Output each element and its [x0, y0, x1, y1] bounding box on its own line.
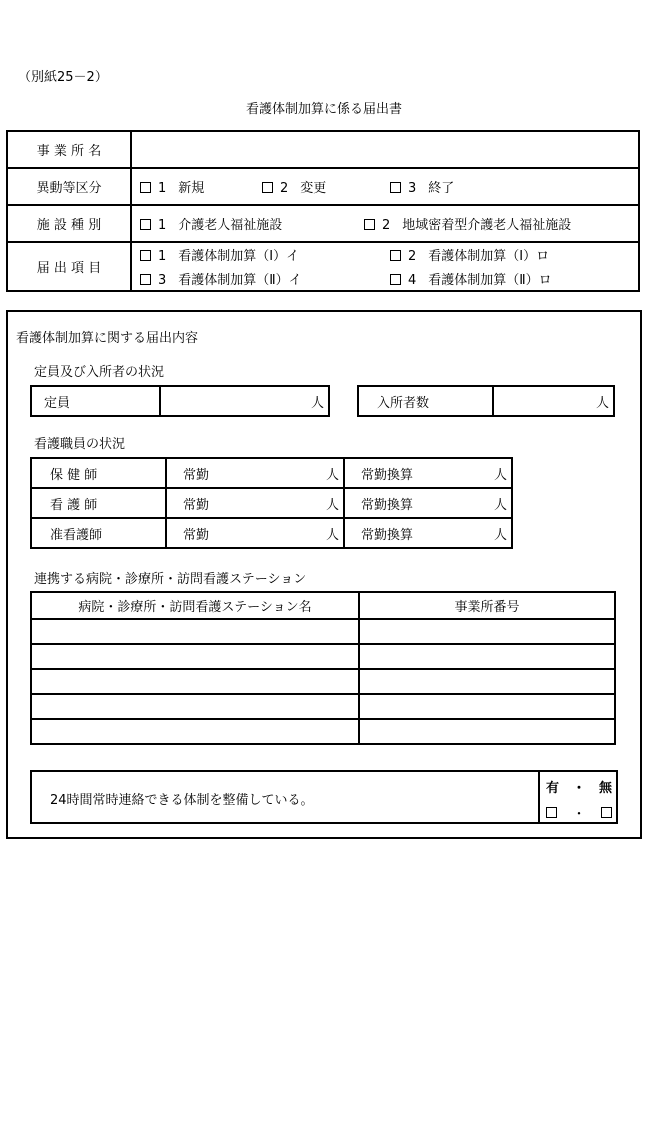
office-number-cell[interactable] — [359, 619, 615, 644]
nurses-heading: 看護職員の状況 — [34, 437, 126, 452]
capacity-label: 定員 — [31, 386, 160, 416]
checkbox-icon[interactable] — [262, 182, 273, 193]
separator-dot: ・ — [572, 781, 586, 796]
institution-name-header: 病院・診療所・訪問看護ステーション名 — [31, 592, 359, 619]
fulltime-input[interactable]: 常勤 人 — [166, 488, 344, 518]
office-label: 事 業 所 名 — [7, 131, 131, 168]
nurse-type-label: 保 健 師 — [31, 458, 166, 488]
option-new[interactable]: 1 新規 — [140, 177, 262, 196]
facility-type-label: 施 設 種 別 — [7, 205, 131, 242]
checkbox-icon[interactable] — [140, 250, 151, 261]
office-number-cell[interactable] — [359, 694, 615, 719]
table-row — [31, 644, 615, 669]
institution-name-cell[interactable] — [31, 619, 359, 644]
table-row — [31, 694, 615, 719]
table-row — [31, 669, 615, 694]
residents-input[interactable] — [493, 386, 614, 416]
contact-system-row — [30, 770, 618, 824]
institution-name-cell[interactable] — [31, 644, 359, 669]
notification-content-section — [6, 310, 642, 839]
table-row — [31, 619, 615, 644]
option-item-1[interactable]: 1 看護体制加算（Ⅰ）イ — [140, 245, 390, 264]
checkbox-icon[interactable] — [390, 250, 401, 261]
capacity-table — [30, 385, 330, 417]
office-number-cell[interactable] — [359, 644, 615, 669]
capacity-heading: 定員及び入所者の状況 — [34, 365, 165, 380]
institution-name-cell[interactable] — [31, 719, 359, 744]
converted-input[interactable]: 常勤換算 人 — [344, 518, 512, 548]
option-item-3[interactable]: 3 看護体制加算（Ⅱ）イ — [140, 269, 390, 288]
section-heading: 看護体制加算に関する届出内容 — [16, 331, 199, 346]
checkbox-icon[interactable] — [390, 274, 401, 285]
contact-system-text: 24時間常時連絡できる体制を整備している。 — [50, 793, 314, 808]
option-welfare-facility[interactable]: 1 介護老人福祉施設 — [140, 214, 364, 233]
office-number-cell[interactable] — [359, 719, 615, 744]
fulltime-input[interactable]: 常勤 人 — [166, 458, 344, 488]
header-table — [6, 130, 640, 292]
form-reference: （別紙25－2） — [18, 70, 108, 85]
change-type-options — [131, 168, 639, 205]
no-label: 無 — [598, 781, 612, 796]
option-item-4[interactable]: 4 看護体制加算（Ⅱ）ロ — [390, 269, 640, 288]
capacity-input[interactable] — [160, 386, 329, 416]
nurse-type-label: 准看護師 — [31, 518, 166, 548]
option-item-2[interactable]: 2 看護体制加算（Ⅰ）ロ — [390, 245, 640, 264]
unit-label: 人 — [310, 395, 324, 411]
checkbox-icon[interactable] — [140, 182, 151, 193]
change-type-label: 異動等区分 — [7, 168, 131, 205]
institution-name-cell[interactable] — [31, 669, 359, 694]
fulltime-input[interactable]: 常勤 人 — [166, 518, 344, 548]
no-checkbox-icon[interactable] — [601, 807, 612, 818]
office-number-cell[interactable] — [359, 669, 615, 694]
office-number-header: 事業所番号 — [359, 592, 615, 619]
nurse-type-label: 看 護 師 — [31, 488, 166, 518]
yes-label: 有 — [546, 781, 560, 796]
option-end[interactable]: 3 終了 — [390, 177, 454, 196]
converted-input[interactable]: 常勤換算 人 — [344, 458, 512, 488]
yes-checkbox-icon[interactable] — [546, 807, 557, 818]
links-table — [30, 591, 616, 745]
checkbox-icon[interactable] — [140, 274, 151, 285]
facility-type-options — [131, 205, 639, 242]
page-title: 看護体制加算に係る届出書 — [245, 102, 402, 117]
option-community-facility[interactable]: 2 地域密着型介護老人福祉施設 — [364, 214, 571, 233]
checkbox-icon[interactable] — [390, 182, 401, 193]
nurses-table — [30, 457, 513, 549]
table-row — [31, 458, 512, 488]
table-row — [31, 719, 615, 744]
table-row — [31, 488, 512, 518]
office-name-field[interactable] — [131, 131, 639, 168]
converted-input[interactable]: 常勤換算 人 — [344, 488, 512, 518]
residents-table — [357, 385, 615, 417]
institution-name-cell[interactable] — [31, 694, 359, 719]
notification-items-label: 届 出 項 目 — [7, 242, 131, 291]
yes-no-selector — [538, 772, 616, 822]
checkbox-icon[interactable] — [364, 219, 375, 230]
option-change[interactable]: 2 変更 — [262, 177, 390, 196]
unit-label: 人 — [595, 395, 609, 411]
separator-dot: ・ — [572, 807, 586, 822]
table-row — [31, 518, 512, 548]
notification-items-options — [131, 242, 639, 291]
checkbox-icon[interactable] — [140, 219, 151, 230]
residents-label: 入所者数 — [358, 386, 493, 416]
links-heading: 連携する病院・診療所・訪問看護ステーション — [34, 572, 307, 587]
